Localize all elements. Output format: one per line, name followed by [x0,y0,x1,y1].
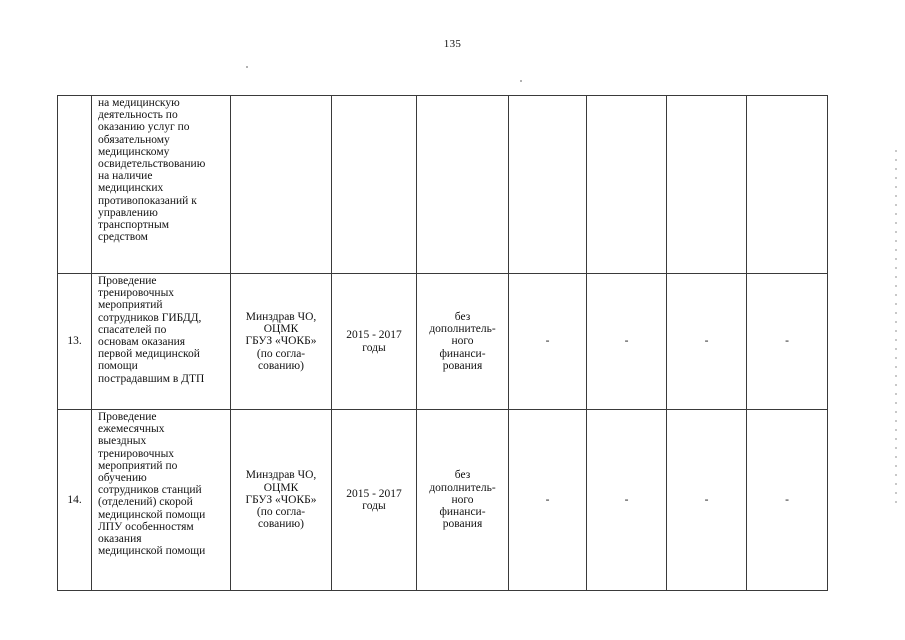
amount-cell: - [587,274,667,410]
amount-cell [587,96,667,274]
amount-cell [509,96,587,274]
activity-name-cell: на медицинскую деятельность по оказанию услуг по обязательному медицинскому освидетельствованию на наличие медицинских противопоказаний к управлению транспортным средством [92,96,231,274]
funding-source-cell: без дополнитель- ного финанси- рования [417,410,509,591]
executor-cell: Минздрав ЧО, ОЦМК ГБУЗ «ЧОКБ» (по согла- сованию) [231,274,332,410]
amount-cell: - [667,274,747,410]
funding-source-cell [417,96,509,274]
amount-cell: - [509,274,587,410]
funding-source-cell: без дополнитель- ного финанси- рования [417,274,509,410]
amount-cell: - [587,410,667,591]
amount-cell: - [747,274,828,410]
scan-speck [246,66,248,68]
table-row [58,410,828,591]
scan-margin-marks [895,150,897,510]
amount-cell [747,96,828,274]
activity-name-cell: Проведение тренировочных мероприятий сотрудников ГИБДД, спасателей по основам оказания первой медицинской помощи пострадавшим в ДТП [92,274,231,410]
period-cell: 2015 - 2017 годы [332,410,417,591]
period-cell [332,96,417,274]
period-cell: 2015 - 2017 годы [332,274,417,410]
activity-name-cell: Проведение ежемесячных выездных тренировочных мероприятий по обучению сотрудников станций (отделений) скорой медицинской помощи ЛПУ особенностям оказания медицинской помощи [92,410,231,591]
amount-cell: - [667,410,747,591]
row-number-cell: 14. [58,410,92,591]
program-activities-table [57,95,828,591]
table-row [58,274,828,410]
amount-cell: - [509,410,587,591]
table-row [58,96,828,274]
row-number-cell [58,96,92,274]
executor-cell: Минздрав ЧО, ОЦМК ГБУЗ «ЧОКБ» (по согла- сованию) [231,410,332,591]
scan-speck [520,80,522,82]
amount-cell: - [747,410,828,591]
row-number-cell: 13. [58,274,92,410]
executor-cell [231,96,332,274]
amount-cell [667,96,747,274]
page-number: 135 [443,38,462,50]
